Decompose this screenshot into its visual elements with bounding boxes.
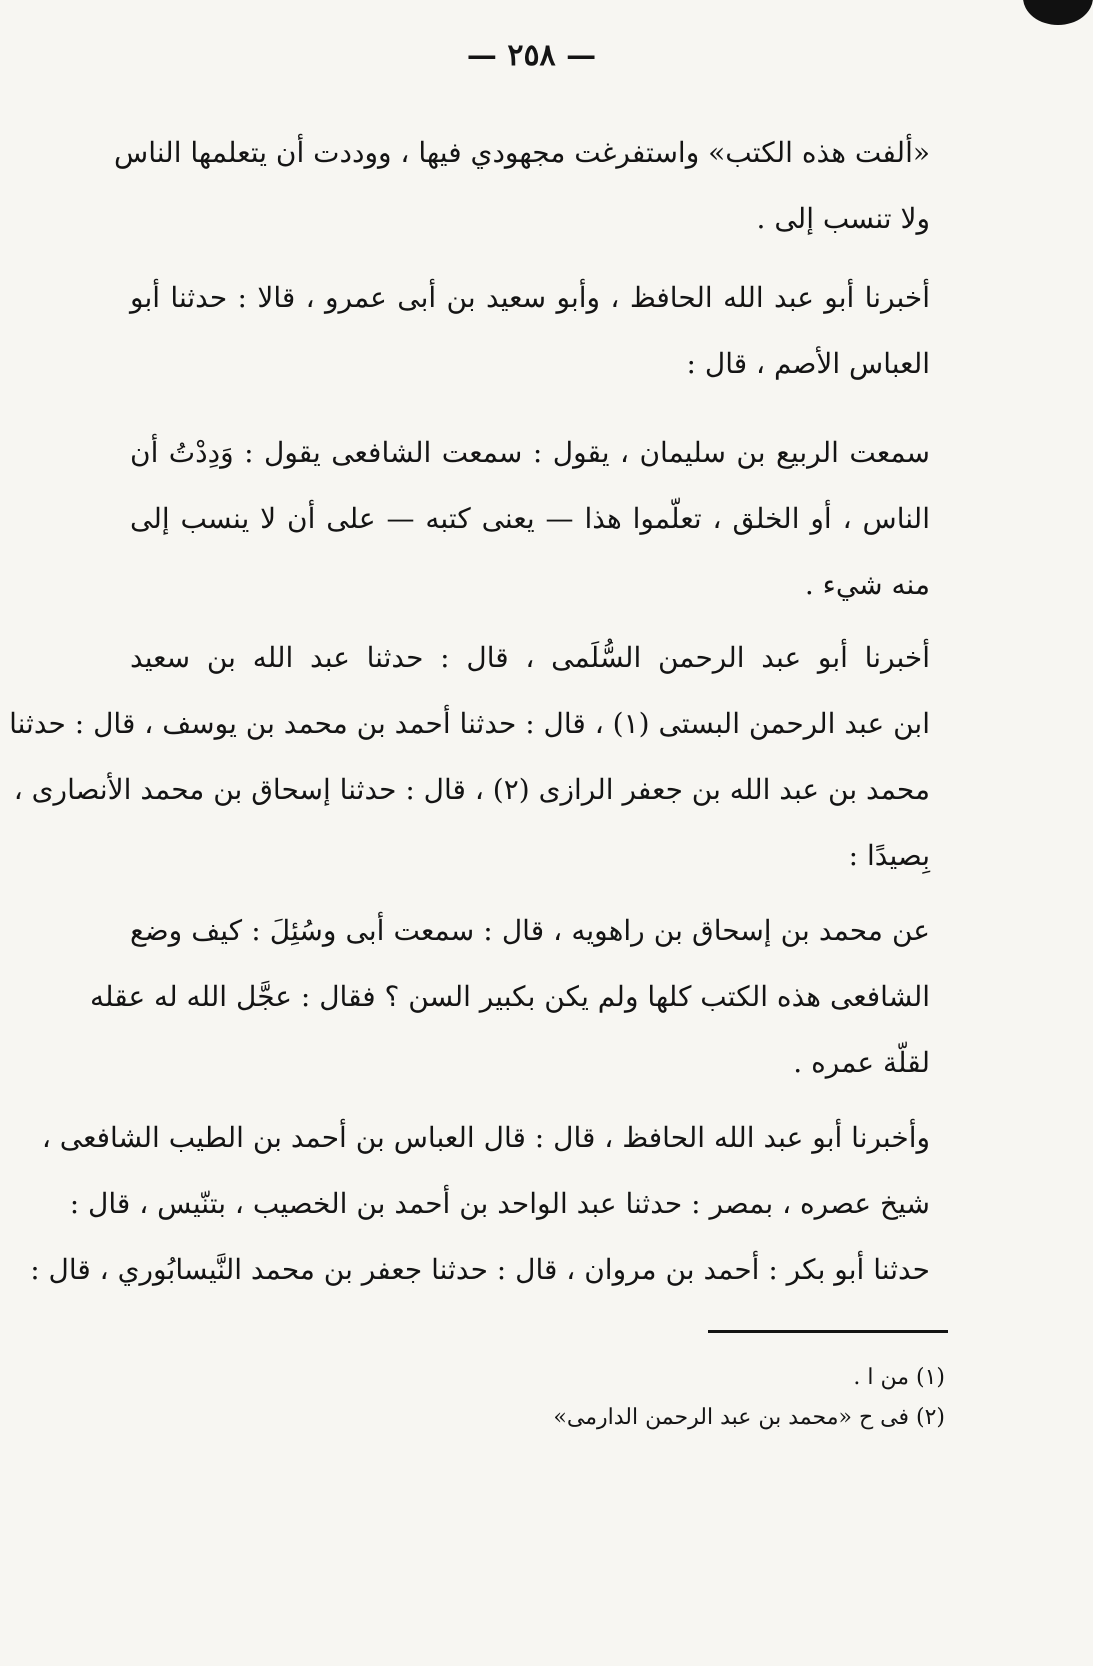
text-line: «ألفت هذه الكتب» واستفرغت مجهودي فيها ، ووددت أن يتعلمها الناس	[114, 136, 930, 169]
scan-corner-shadow	[1023, 0, 1093, 25]
text-line: شيخ عصره ، بمصر : حدثنا عبد الواحد بن أحمد بن الخصيب ، بتنّيس ، قال :	[69, 1187, 930, 1220]
text-line: الشافعى هذه الكتب كلها ولم يكن بكبير السن ؟ فقال : عجَّل الله له عقله	[90, 980, 930, 1013]
text-line: ولا تنسب إلى .	[756, 202, 930, 235]
paragraph-4	[9, 625, 930, 889]
text-line: العباس الأصم ، قال :	[686, 347, 930, 380]
text-line: ابن عبد الرحمن البستى (١) ، قال : حدثنا أحمد بن محمد بن يوسف ، قال : حدثنا	[9, 707, 930, 740]
text-line: حدثنا أبو بكر : أحمد بن مروان ، قال : حدثنا جعفر بن محمد النَّيسابُوري ، قال :	[30, 1253, 930, 1286]
text-line: لقلّة عمره .	[793, 1046, 930, 1079]
paragraph-3	[130, 420, 930, 618]
text-line: سمعت الربيع بن سليمان ، يقول : سمعت الشافعى يقول : وَدِدْتُ أن	[130, 436, 930, 469]
footnotes	[300, 1358, 945, 1438]
text-line: وأخبرنا أبو عبد الله الحافظ ، قال : قال العباس بن أحمد بن الطيب الشافعى ،	[41, 1121, 930, 1154]
footnote-2: (٢) فى ح «محمد بن عبد الرحمن الدارمى»	[553, 1405, 945, 1430]
paragraph-6	[30, 1105, 930, 1303]
text-line: منه شيء .	[804, 568, 930, 601]
page-number: — ٢٥٨ —	[466, 38, 597, 73]
text-line: بِصيدًا :	[848, 839, 930, 872]
text-line: عن محمد بن إسحاق بن راهويه ، قال : سمعت أبى وسُئِلَ : كيف وضع	[130, 914, 930, 947]
text-line: الناس ، أو الخلق ، تعلّموا هذا — يعنى كتبه — على أن لا ينسب إلى	[130, 502, 930, 535]
text-line: أخبرنا أبو عبد الله الحافظ ، وأبو سعيد بن أبى عمرو ، قالا : حدثنا أبو	[130, 281, 930, 314]
text-line: محمد بن عبد الله بن جعفر الرازى (٢) ، قال : حدثنا إسحاق بن محمد الأنصارى ،	[13, 773, 930, 806]
paragraph-2	[130, 265, 930, 397]
paragraph-5	[90, 898, 930, 1096]
paragraph-1	[114, 120, 930, 252]
footnote-1: (١) من ا .	[853, 1365, 945, 1390]
footnote-divider	[708, 1330, 948, 1333]
text-line: أخبرنا أبو عبد الرحمن السُّلَمى ، قال : حدثنا عبد الله بن سعيد	[130, 641, 930, 674]
